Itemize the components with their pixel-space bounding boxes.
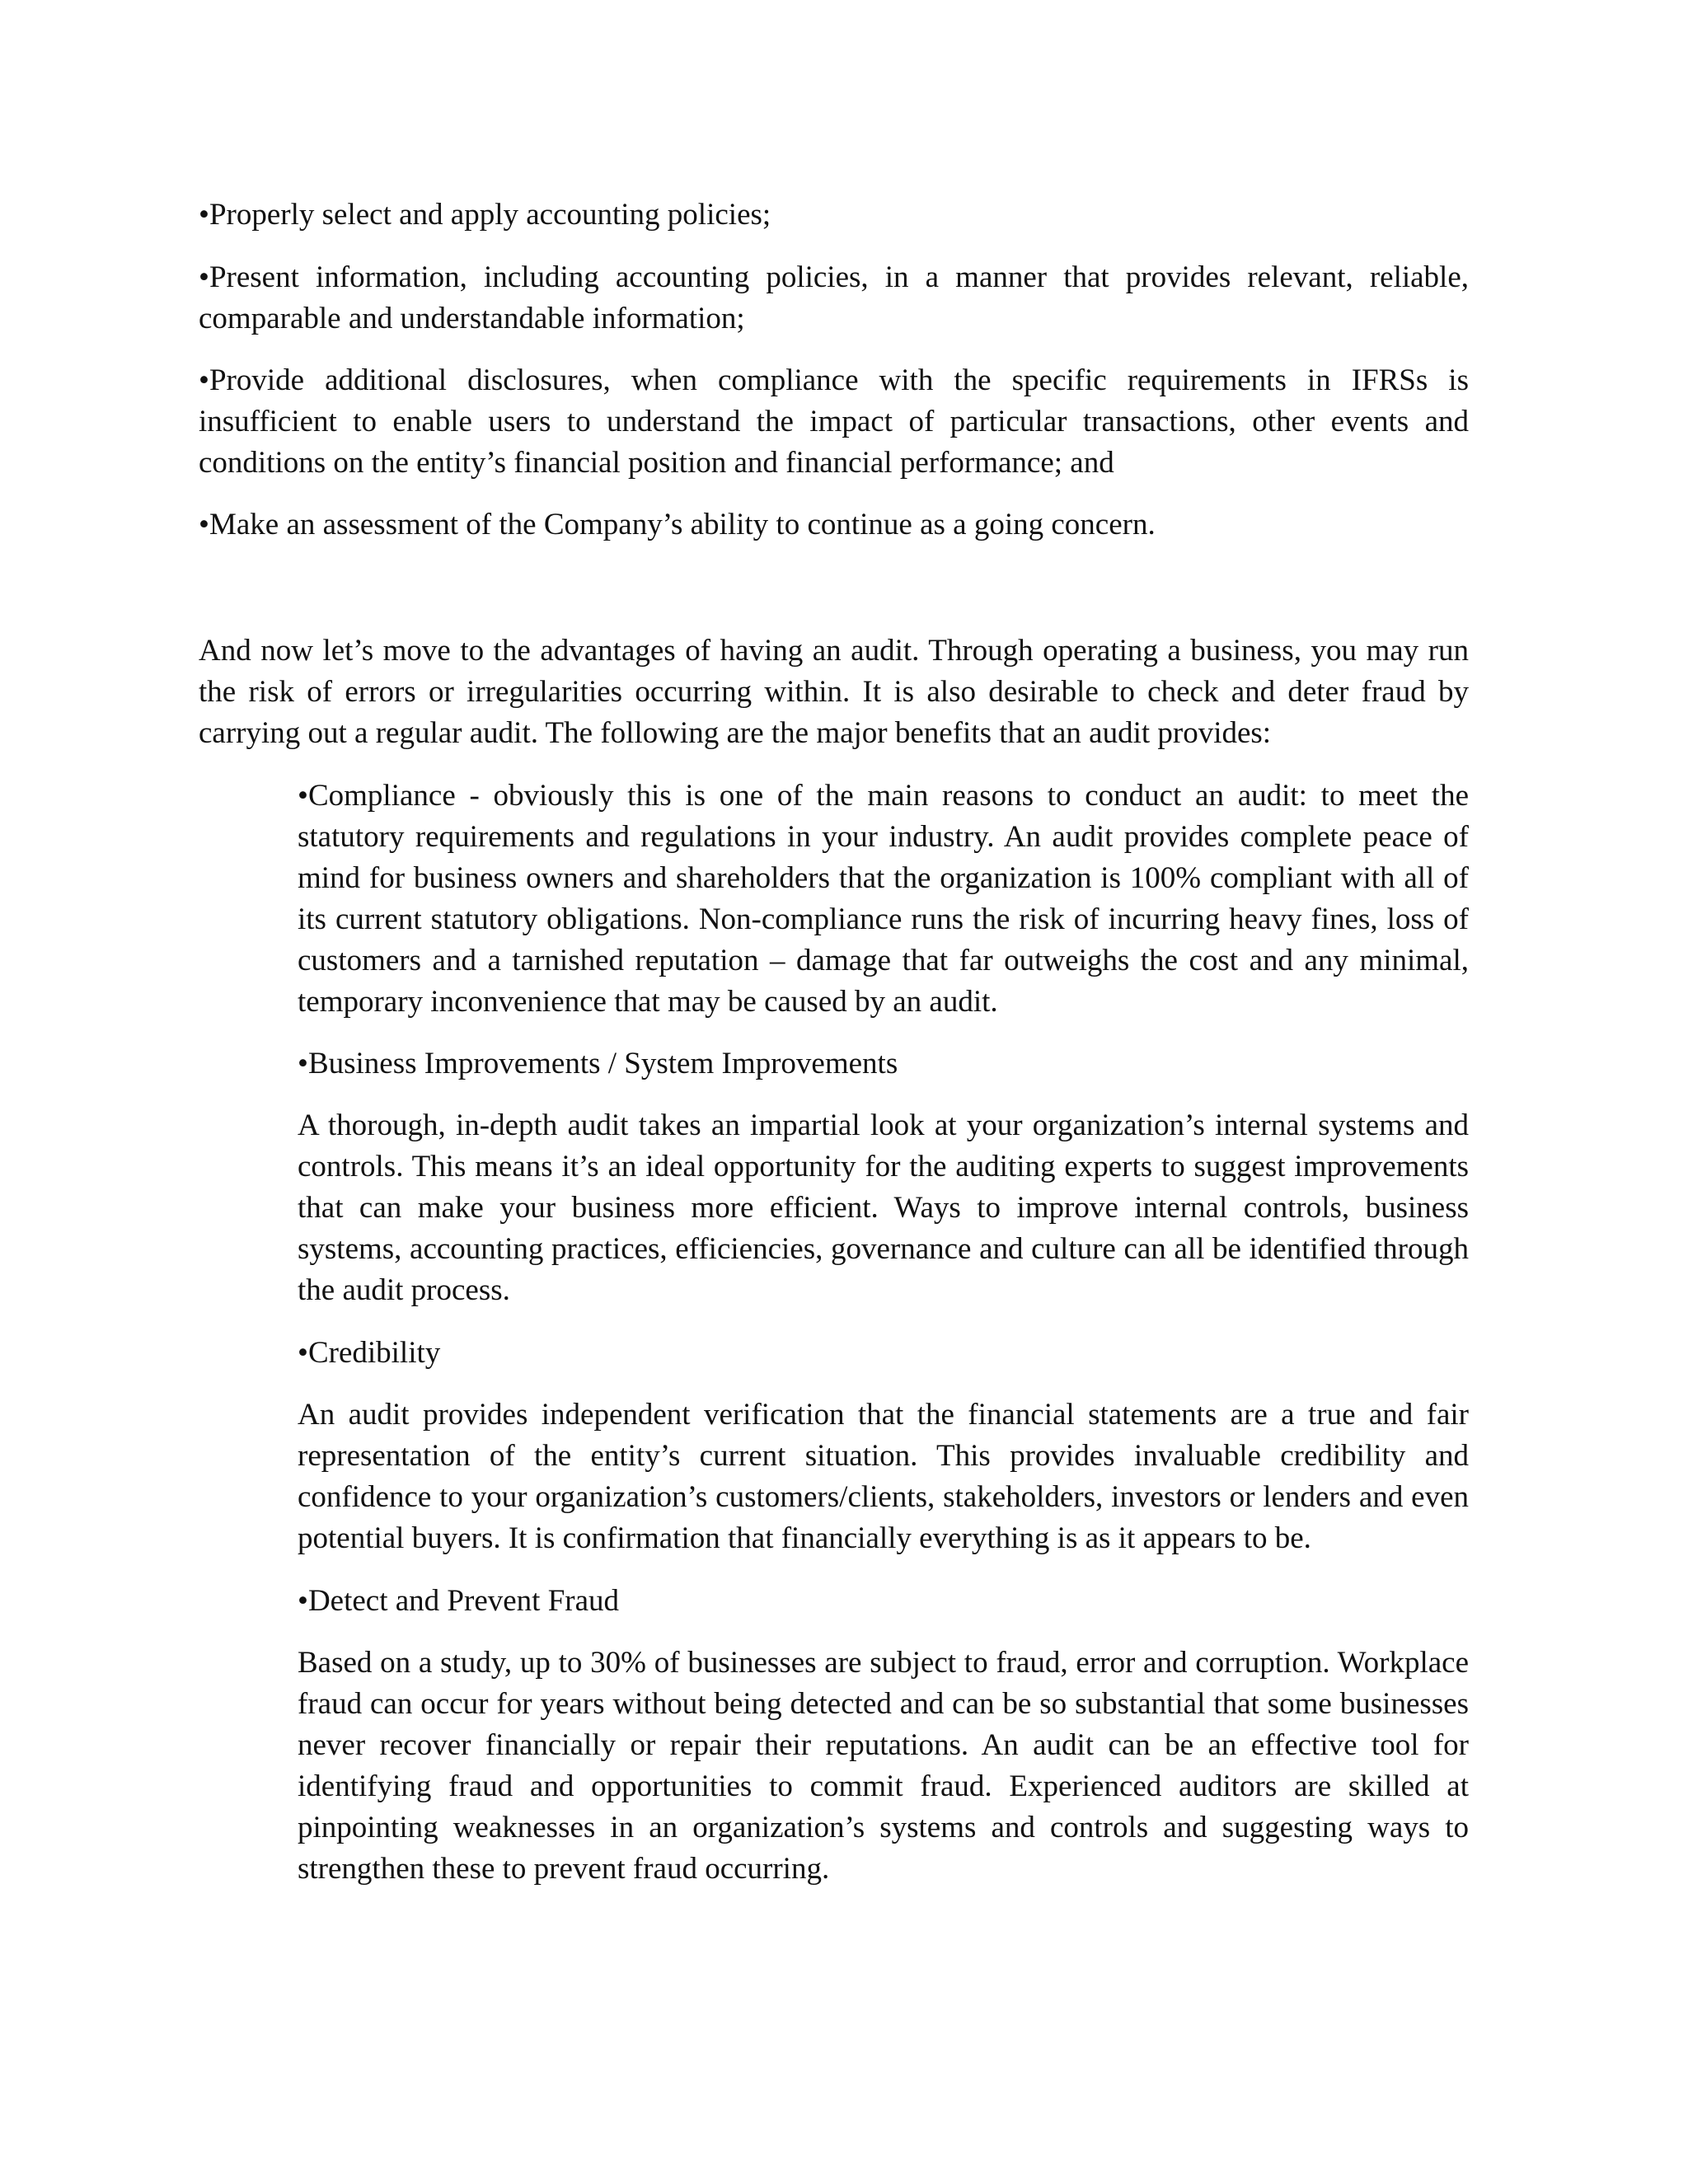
bullet-additional-disclosures: •Provide additional disclosures, when compliance with the specific requirements in IFRSs is insufficient to enable users to understand the impact of particular transactions, other events and conditions on the entity’s financial position and financial performance; and — [199, 363, 1469, 480]
compliance-paragraph: •Compliance - obviously this is one of the main reasons to conduct an audit: to meet the statutory requirements and regulations in your industry. An audit provides complete peace of mind for business owners and shareholders that the organization is 100% compliant with all of its current statutory obligations. Non-compliance runs the risk of incurring heavy fines, loss of customers and a tarnished reputation – damage that far outweighs the cost and any minimal, temporary inconvenience that may be caused by an audit. — [298, 779, 1469, 1019]
fraud-heading: •Detect and Prevent Fraud — [298, 1584, 620, 1618]
bullet-present-information: •Present information, including accounting policies, in a manner that provides relevant, reliable, comparable and understandable information; — [199, 260, 1469, 335]
improvements-heading: •Business Improvements / System Improvements — [298, 1047, 898, 1080]
bullet-going-concern: •Make an assessment of the Company’s ability to continue as a going concern. — [199, 508, 1156, 541]
credibility-paragraph: An audit provides independent verification that the financial statements are a true and fair representation of the entity’s current situation. This provides invaluable credibility and confidence to your organization’s customers/clients, stakeholders, investors or lenders and even potential buyers. It is confirmation that financially everything is as it appears to be. — [298, 1398, 1469, 1555]
advantages-intro-paragraph: And now let’s move to the advantages of having an audit. Through operating a business, you may run the risk of errors or irregularities occurring within. It is also desirable to check and deter fraud by carrying out a regular audit. The following are the major benefits that an audit provides: — [199, 634, 1469, 750]
credibility-heading: •Credibility — [298, 1336, 441, 1370]
fraud-paragraph: Based on a study, up to 30% of businesses are subject to fraud, error and corruption. Workplace fraud can occur for years without being detected and can be so substantial that some businesses never recover financially or repair their reputations. An audit can be an effective tool for identifying fraud and opportunities to commit fraud. Experienced auditors are skilled at pinpointing weaknesses in an organization’s systems and controls and suggesting ways to strengthen these to prevent fraud occurring. — [298, 1646, 1469, 1886]
bullet-accounting-policies: •Properly select and apply accounting policies; — [199, 198, 771, 232]
improvements-paragraph: A thorough, in-depth audit takes an impartial look at your organization’s internal systems and controls. This means it’s an ideal opportunity for the auditing experts to suggest improvements that can make your business more efficient. Ways to improve internal controls, business systems, accounting practices, efficiencies, governance and culture can all be identified through the audit process. — [298, 1108, 1469, 1307]
